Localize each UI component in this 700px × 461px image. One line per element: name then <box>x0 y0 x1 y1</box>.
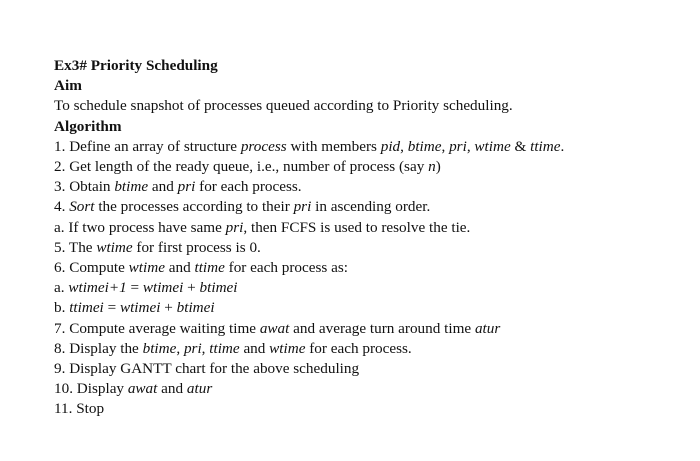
algorithm-step <box>54 177 694 197</box>
italic-term: n <box>428 158 436 176</box>
algorithm-step <box>54 218 694 238</box>
step-text: & <box>510 137 531 155</box>
step-text: . <box>560 137 565 155</box>
italic-term: pid <box>380 137 401 155</box>
italic-term: wtimei <box>119 299 161 317</box>
step-text: for first process is 0. <box>132 238 261 256</box>
step-text: 6. Compute <box>54 259 129 277</box>
algorithm-step <box>54 359 694 379</box>
algorithm-step <box>54 197 694 217</box>
step-text: , <box>400 137 408 155</box>
step-text: 11. Stop <box>54 400 105 418</box>
algorithm-step <box>54 238 694 258</box>
algorithm-step <box>54 379 694 399</box>
italic-term: pri <box>449 137 467 155</box>
algorithm-step <box>54 157 694 177</box>
step-text: 2. Get length of the ready queue, i.e., number of process (say <box>54 158 429 176</box>
step-text: 8. Display the <box>54 339 143 357</box>
step-text: 5. The <box>54 238 97 256</box>
italic-term: ttimei <box>69 299 104 317</box>
algorithm-step <box>54 319 694 339</box>
italic-term: awat <box>259 319 290 337</box>
step-text: and <box>157 380 187 398</box>
italic-term: btime <box>142 339 177 357</box>
algorithm-step <box>54 278 694 298</box>
italic-term: btimei <box>176 299 215 317</box>
step-text: and <box>239 339 270 357</box>
step-text: 7. Compute average waiting time <box>54 319 260 337</box>
algorithm-step <box>54 399 694 419</box>
step-text: 3. Obtain <box>54 178 115 196</box>
step-text: 4. <box>54 198 70 216</box>
italic-term: btimei <box>199 279 238 297</box>
step-text: 1. Define an array of structure <box>54 137 241 155</box>
step-text: in ascending order. <box>311 198 431 216</box>
algorithm-step <box>54 258 694 278</box>
italic-term: awat <box>127 380 158 398</box>
italic-term: ttime <box>194 259 225 277</box>
italic-term: process <box>240 137 287 155</box>
document-body <box>54 56 694 420</box>
step-text: b. <box>54 299 70 317</box>
algorithm-step <box>54 339 694 359</box>
italic-term: wtime <box>128 259 165 277</box>
step-text: a. <box>54 279 69 297</box>
step-text: = <box>126 279 143 297</box>
italic-term: ttime <box>530 137 561 155</box>
italic-term: ttime <box>209 339 240 357</box>
step-text: for each process. <box>195 178 302 196</box>
step-text: , <box>176 339 184 357</box>
step-text: , <box>201 339 210 357</box>
aim-text: To schedule snapshot of processes queued according to Priority scheduling. <box>54 97 513 115</box>
italic-term: btime <box>407 137 442 155</box>
step-text: 9. Display GANTT chart for the above scheduling <box>54 360 360 378</box>
step-text: + <box>183 279 200 297</box>
italic-term: wtimei+1 <box>68 279 127 297</box>
step-text: + <box>160 299 177 317</box>
algorithm-steps-list <box>54 137 694 420</box>
document-title: Ex3# Priority Scheduling <box>54 57 218 74</box>
step-text: for each process as: <box>224 259 348 277</box>
step-text: 10. Display <box>54 380 128 398</box>
italic-term: pri <box>183 339 202 357</box>
step-text: , <box>441 137 450 155</box>
algorithm-step <box>54 298 694 318</box>
step-text: , <box>466 137 475 155</box>
step-text: ) <box>435 158 441 176</box>
italic-term: pri <box>225 218 244 236</box>
italic-term: pri <box>177 178 196 196</box>
italic-term: atur <box>474 319 501 337</box>
italic-term: wtime <box>474 137 511 155</box>
italic-term: btime <box>114 178 149 196</box>
algorithm-heading: Algorithm <box>54 117 122 135</box>
step-text: for each process. <box>305 339 412 357</box>
step-text: a. If two process have same <box>54 218 226 236</box>
step-text: = <box>103 299 120 317</box>
italic-term: pri <box>293 198 312 216</box>
algorithm-step <box>54 137 694 157</box>
aim-heading: Aim <box>54 77 82 95</box>
step-text: and <box>164 259 195 277</box>
step-text: the processes according to their <box>94 198 294 216</box>
step-text: , then FCFS is used to resolve the tie. <box>243 218 471 236</box>
step-text: and <box>148 178 178 196</box>
step-text: and average turn around time <box>289 319 475 337</box>
step-text: with members <box>286 137 381 155</box>
italic-term: wtime <box>96 238 133 256</box>
italic-term: wtimei <box>142 279 184 297</box>
italic-term: atur <box>186 380 213 398</box>
italic-term: Sort <box>69 198 95 216</box>
italic-term: wtime <box>269 339 306 357</box>
